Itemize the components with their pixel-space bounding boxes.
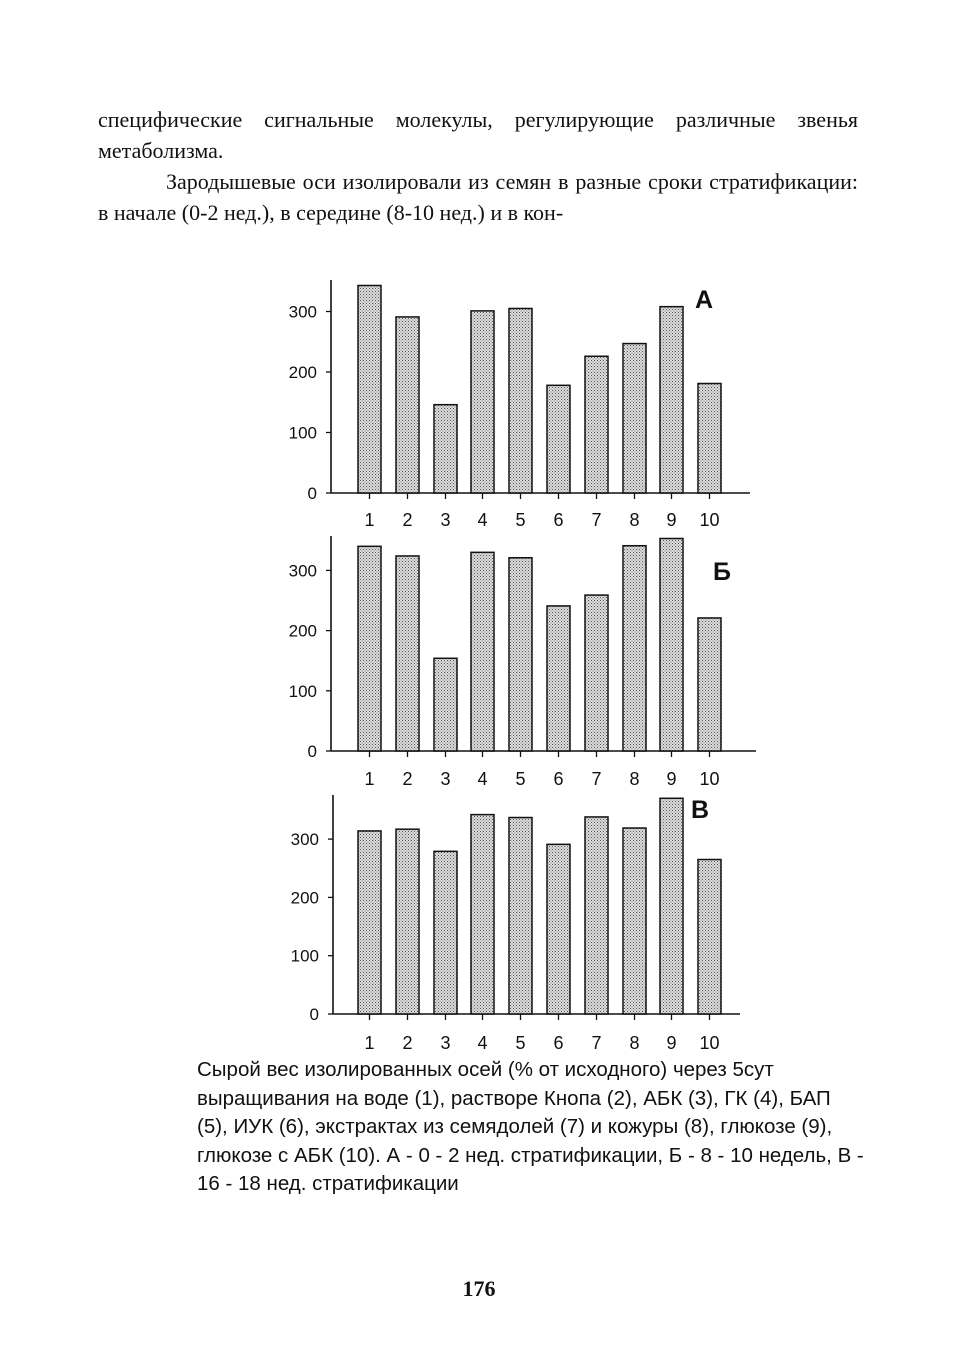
panel-1-x-tick-label: 6 xyxy=(553,510,564,530)
panel-1-x-tick-label: 8 xyxy=(629,510,640,530)
panel-1-y-tick-label: 100 xyxy=(288,423,317,443)
panel-1-label: А xyxy=(694,286,714,314)
panel-3-bar-8 xyxy=(623,828,646,1014)
body-paragraph-2: Зародышевые оси изолировали из семян в разные сроки стратификации: в начале (0-2 нед.), в середине (8-10 нед.) и в кон- xyxy=(98,169,858,225)
panel-2-x-tick-label: 2 xyxy=(402,769,413,789)
panel-1-bar-9 xyxy=(660,307,683,493)
panel-1-bar-3 xyxy=(434,405,457,493)
panel-3-bar-9 xyxy=(660,798,683,1014)
panel-2-y-tick-label: 200 xyxy=(288,621,317,641)
panel-2-y-tick-label: 100 xyxy=(288,681,317,701)
panel-2-bar-5 xyxy=(509,558,532,751)
panel-1-bar-10 xyxy=(698,383,721,493)
panel-3-x-tick-label: 8 xyxy=(629,1033,640,1053)
panel-3-x-tick-label: 3 xyxy=(440,1033,451,1053)
panel-3-bar-10 xyxy=(698,860,721,1014)
panel-2-bar-6 xyxy=(547,606,570,751)
panel-2-bar-2 xyxy=(396,556,419,751)
panel-1-x-tick-label: 5 xyxy=(515,510,526,530)
panel-3-bar-5 xyxy=(509,818,532,1014)
panel-2-x-tick-label: 8 xyxy=(629,769,640,789)
panel-3-y-tick-label: 0 xyxy=(309,1005,319,1024)
panel-2-bar-4 xyxy=(471,552,494,751)
panel-2-x-tick-label: 6 xyxy=(553,769,564,789)
panel-1-x-tick-label: 3 xyxy=(440,510,451,530)
page-number: 176 xyxy=(462,1276,496,1301)
panel-1-x-tick-label: 1 xyxy=(364,510,375,530)
panel-1-x-tick-label: 7 xyxy=(591,510,602,530)
panel-3-x-tick-label: 10 xyxy=(699,1033,720,1053)
panel-1-bar-5 xyxy=(509,308,532,493)
panel-3-y-tick-label: 300 xyxy=(290,830,319,850)
panel-2-x-tick-label: 4 xyxy=(477,769,488,789)
panel-1-y-tick-label: 200 xyxy=(288,363,317,382)
panel-2-x-tick-label: 9 xyxy=(666,769,677,789)
panel-2-x-tick-label: 1 xyxy=(364,769,375,789)
panel-3-x-tick-label: 4 xyxy=(477,1033,488,1053)
panel-2-x-tick-label: 3 xyxy=(440,769,451,789)
panel-3-label: В xyxy=(690,796,710,824)
panel-2-bar-3 xyxy=(434,658,457,751)
panel-3-bar-4 xyxy=(471,815,494,1014)
panel-3-x-tick-label: 5 xyxy=(515,1033,526,1053)
panel-1-bar-2 xyxy=(396,317,419,493)
panel-3-bar-1 xyxy=(358,831,381,1014)
panel-2-bar-1 xyxy=(358,546,381,751)
panel-1-y-tick-label: 300 xyxy=(288,302,317,322)
panel-2-bar-10 xyxy=(698,618,721,751)
body-paragraph-1: специфические сигнальные молекулы, регулирующие различные звенья метаболизма. xyxy=(98,107,858,163)
panel-3-x-tick-label: 1 xyxy=(364,1033,375,1053)
panel-1-x-tick-label: 9 xyxy=(666,510,677,530)
panel-3-bar-6 xyxy=(547,844,570,1014)
panel-2-y-tick-label: 300 xyxy=(288,561,317,581)
panel-1-bar-7 xyxy=(585,356,608,493)
panel-3-bar-3 xyxy=(434,851,457,1014)
panel-2-x-tick-label: 7 xyxy=(591,769,602,789)
panel-1-y-tick-label: 0 xyxy=(307,484,317,503)
panel-3-bar-2 xyxy=(396,829,419,1014)
panel-2-label: Б xyxy=(713,558,731,586)
panel-1-bar-1 xyxy=(358,285,381,493)
panel-1-x-tick-label: 2 xyxy=(402,510,413,530)
panel-3-x-tick-label: 9 xyxy=(666,1033,677,1053)
panel-1-bar-4 xyxy=(471,311,494,493)
panel-1-x-tick-label: 4 xyxy=(477,510,488,530)
panel-2-y-tick-label: 0 xyxy=(307,742,317,761)
panel-3-bar-7 xyxy=(585,817,608,1014)
panel-2-bar-8 xyxy=(623,546,646,751)
panel-2-bar-9 xyxy=(660,538,683,751)
panel-1-bar-8 xyxy=(623,344,646,493)
figure-caption: Сырой вес изолированных осей (% от исходного) через 5сут выращивания на воде (1), растворе Кнопа (2), АБК (3), ГК (4), БАП (5), ИУК (6), экстрактах из семядолей (7) и кожуры (8), глюкозе (9), глюкозе с АБК (10). А - 0 - 2 нед. стратификации, Б - 8 - 10 недель, В - 16 - 18 нед. стратификации xyxy=(197,1058,864,1195)
panel-2-x-tick-label: 5 xyxy=(515,769,526,789)
panel-3-y-tick-label: 200 xyxy=(290,888,319,908)
panel-3-y-tick-label: 100 xyxy=(290,946,319,966)
panel-2-x-tick-label: 10 xyxy=(699,769,720,789)
panel-1-x-tick-label: 10 xyxy=(699,510,720,530)
panel-1-bar-6 xyxy=(547,385,570,493)
panel-3-x-tick-label: 7 xyxy=(591,1033,602,1053)
panel-3-x-tick-label: 2 xyxy=(402,1033,413,1053)
panel-2-bar-7 xyxy=(585,595,608,751)
panel-3-x-tick-label: 6 xyxy=(553,1033,564,1053)
